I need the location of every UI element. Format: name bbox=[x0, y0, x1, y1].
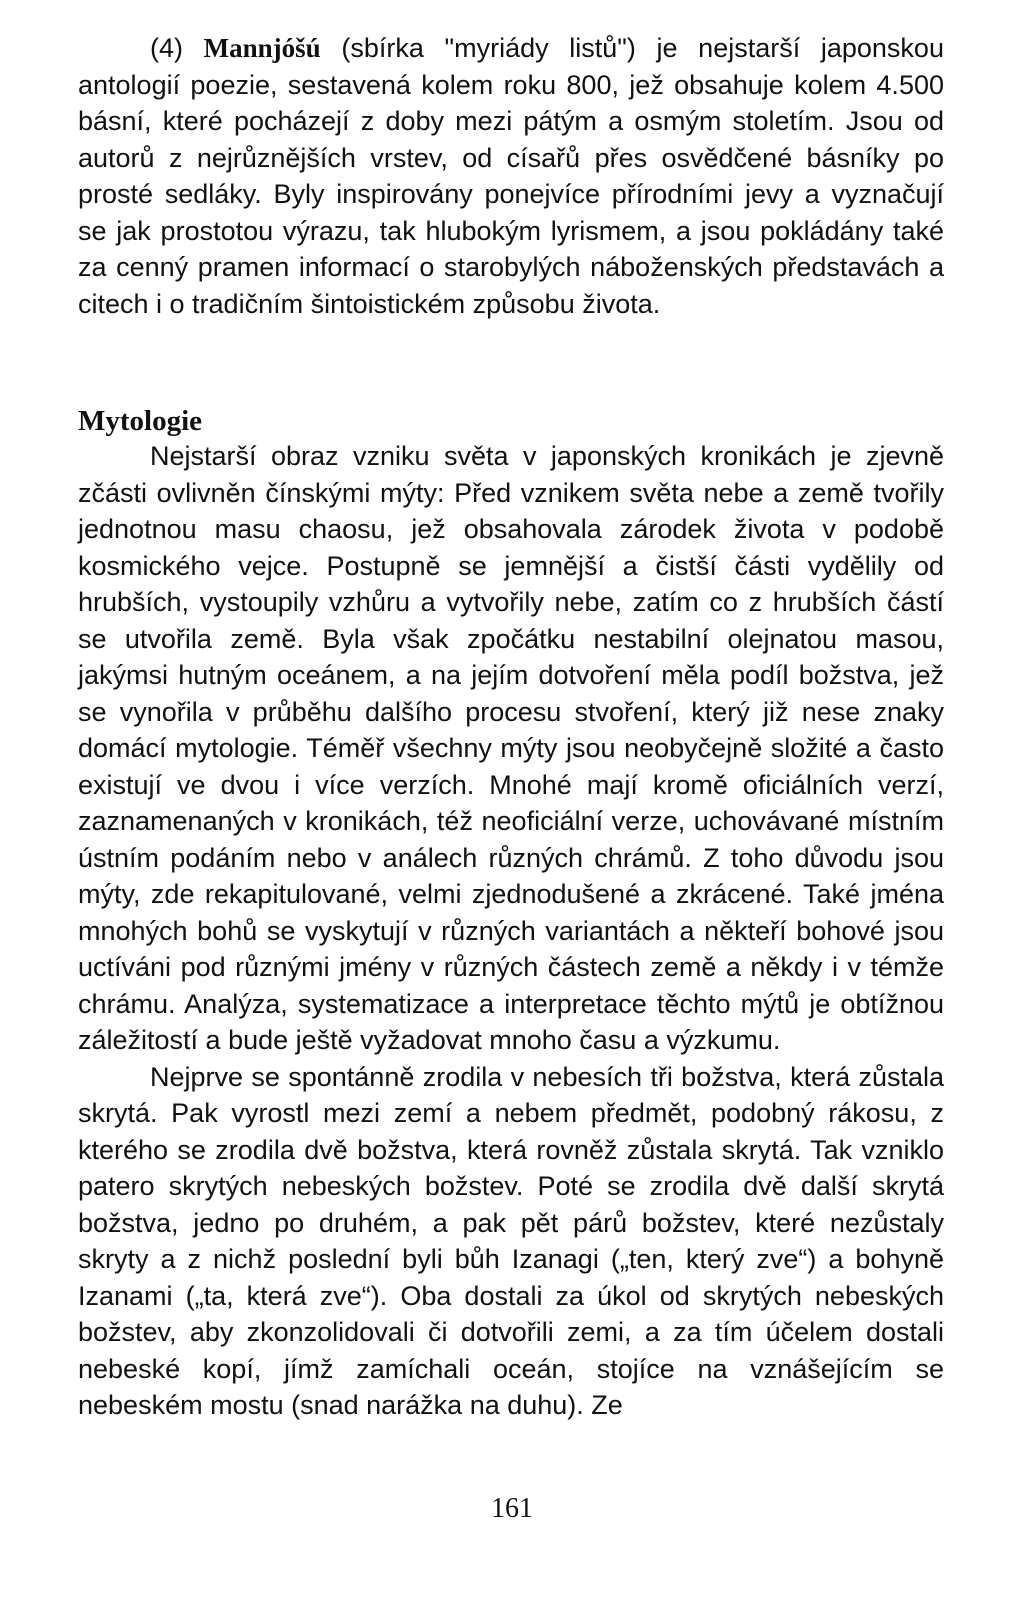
body-paragraph-2: Nejprve se spontánně zrodila v nebesích tři božstva, která zůstala skrytá. Pak vyrostl mezi zemí a nebem předmět, podobný rákosu, z kterého se zrodila dvě božstva, která rovněž zůstala skrytá. Tak vzniklo patero skrytých nebeských božstev. Poté se zrodila dvě další skrytá božstva, jedno po druhém, a pak pět párů božstev, které nezůstaly skryty a z nichž poslední byli bůh Izanagi („ten, který zve“) a bohyně Izanami („ta, která zve“). Oba dostali za úkol od skrytých nebeských božstev, aby zkonzolidovali či dotvořili zemi, a za tím účelem dostali nebeské kopí, jímž zamíchali oceán, stojíce na vznášejícím se nebeském mostu (snad narážka na duhu). Ze bbox=[78, 1061, 944, 1420]
section-heading: Mytologie bbox=[78, 405, 203, 437]
footnote-term: Mannjóšú bbox=[203, 33, 321, 63]
footnote-paragraph bbox=[78, 30, 944, 322]
body-paragraph-1: Nejstarší obraz vzniku světa v japonských kronikách je zjevně zčásti ovlivněn čínskými mýty: Před vznikem světa nebe a země tvořily jednotnou masu chaosu, jež obsahovala zárodek života v podobě kosmického vejce. Postupně se jemnější a čistší části vydělily od hrubších, vystoupily vzhůru a vytvořily nebe, zatím co z hrubších částí se utvořila země. Byla však zpočátku nestabilní olejnatou masou, jakýmsi hutným oceánem, a na jejím dotvoření měla podíl božstva, jež se vynořila v průběhu dalšího procesu stvoření, který již nese znaky domácí mytologie. Téměř všechny mýty jsou neobyčejně složité a často existují ve dvou i více verzích. Mnohé mají kromě oficiálních verzí, zaznamenaných v kronikách, též neoficiální verze, uchovávané místním ústním podáním nebo v análech různých chrámů. Z toho důvodu jsou mýty, zde rekapitulované, velmi zjednodušené a zkrácené. Také jména mnohých bohů se vyskytují v různých variantách a někteří bohové jsou uctíváni pod různými jmény v různých částech země a někdy i v témže chrámu. Analýza, systematizace a interpretace těchto mýtů je obtížnou záležitostí a bude ještě vyžadovat mnoho času a výzkumu. bbox=[78, 441, 944, 1055]
section-body bbox=[78, 438, 944, 1424]
footnote-number: (4) bbox=[150, 33, 183, 63]
page-number: 161 bbox=[491, 1493, 533, 1524]
page-body bbox=[78, 30, 944, 1424]
footnote-text: (sbírka "myriády listů") je nejstarší japonskou antologií poezie, sestavená kolem roku 800, jež obsahuje kolem 4.500 básní, které pocházejí z doby mezi pátým a osmým stoletím. Jsou od autorů z nejrůznějších vrstev, od císařů přes osvědčené básníky po prosté sedláky. Byly inspirovány ponejvíce přírodními jevy a vyznačují se jak prostotou výrazu, tak hlubokým lyrismem, a jsou pokládány také za cenný pramen informací o starobylých náboženských představách a citech i o tradičním šintoistickém způsobu života. bbox=[78, 33, 944, 319]
